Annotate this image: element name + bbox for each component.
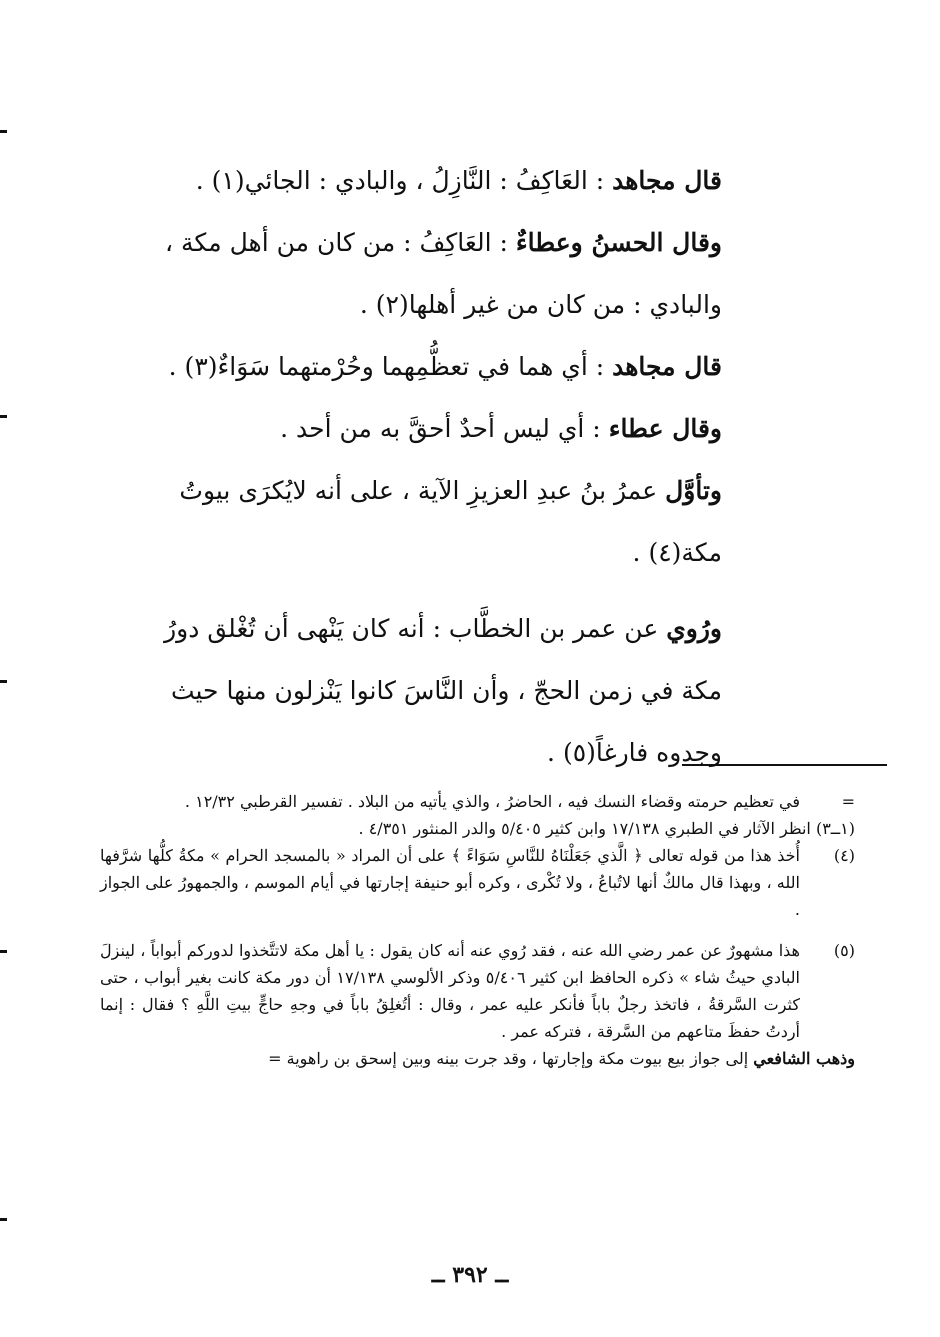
footnote-text: هذا مشهورٌ عن عمر رضي الله عنه ، فقد رُوي عنه أنه كان يقول : يا أهل مكة لاتتَّخذوا لدوركم أبواباً ، لينزلَ البادي حيثُ شاء » ذكره الحافظ ابن كثير ٥/٤٠٦ وذكر الألوسي ١٧/١٣٨ أن دور مكة كانت بغير أبواب ، حتى كثرت السَّرقةُ ، فاتخذ رجلٌ باباً فأنكر عليه عمر ، وقال : أتُغلِقُ باباً في وجهِ حاجٍّ بيتِ اللَّهِ ؟ فقال : إنما أردتُ حفظَ متاعهم من السَّرقة ، فتركه عمر . bbox=[100, 941, 800, 1041]
footnote-lead: وذهب الشافعي bbox=[753, 1049, 855, 1068]
paragraph-text: : أي هما في تعظُّمِهما وحُرْمتهما سَوَاءٌ(٣) . bbox=[168, 352, 605, 381]
paragraph-2 bbox=[120, 212, 810, 336]
footnote-4 bbox=[100, 842, 855, 923]
page-number: ــ ٣٩٢ ــ bbox=[431, 1262, 509, 1288]
footnote-text: (١ــ٣) انظر الآثار في الطبري ١٧/١٣٨ وابن كثير ٥/٤٠٥ والدر المنثور ٤/٣٥١ . bbox=[358, 819, 855, 838]
paragraph-lead: قال مجاهد bbox=[612, 166, 722, 195]
footnote-divider bbox=[682, 764, 887, 766]
paragraph-text: : العَاكِفُ : النَّازِلُ ، والبادي : الجائي(١) . bbox=[195, 166, 605, 195]
footnote-number: (٤) bbox=[833, 846, 855, 865]
edge-mark bbox=[0, 680, 7, 683]
main-text bbox=[120, 150, 810, 784]
footnote-number: (٥) bbox=[833, 941, 855, 960]
paragraph-text: عمرُ بنُ عبدِ العزيزِ الآية ، على أنه لايُكرَى بيوتُ مكة(٤) . bbox=[179, 476, 722, 567]
footnote-text: أُخذ هذا من قوله تعالى ﴿ الَّذي جَعَلْنَاهُ للنَّاسِ سَوَاءً ﴾ على أن المراد « بالمسجد الحرام » مكةُ كلُّها شرَّفها الله ، وبهذا قال مالكٌ أنها لاتُباعُ ، ولا تُكْرى ، وكره أبو حنيفة إجارتها في أيام الموسم ، والجمهورُ على الجواز . bbox=[100, 846, 800, 919]
paragraph-text: : أي ليس أحدٌ أحقَّ به من أحد . bbox=[280, 414, 601, 443]
edge-mark bbox=[0, 1218, 7, 1221]
paragraph-lead: وتأوَّل bbox=[665, 476, 722, 505]
footnote-tail bbox=[100, 1045, 855, 1072]
footnote-mark: = bbox=[841, 792, 855, 811]
paragraph-5 bbox=[120, 460, 810, 584]
paragraph-text: عن عمر بن الخطَّاب : أنه كان يَنْهى أن تُغْلق دورُ مكة في زمن الحجّ ، وأن النَّاسَ كانوا يَنْزلون منها حيث وجدوه فارغاً(٥) . bbox=[164, 614, 722, 767]
paragraph-lead: ورُوي bbox=[666, 614, 722, 643]
footnote-5 bbox=[100, 937, 855, 1045]
paragraph-lead: قال مجاهد bbox=[612, 352, 722, 381]
edge-mark bbox=[0, 130, 7, 133]
paragraph-lead: وقال الحسنُ وعطاءٌ bbox=[515, 228, 722, 257]
paragraph-lead: وقال عطاء bbox=[608, 414, 722, 443]
paragraph-3 bbox=[120, 336, 810, 398]
edge-mark bbox=[0, 950, 7, 953]
paragraph-1 bbox=[120, 150, 810, 212]
footnote-text: في تعظيم حرمته وقضاء النسك فيه ، الحاضرُ ، والذي يأتيه من البلاد . تفسير القرطبي ١٢/٣٢ . bbox=[184, 792, 800, 811]
footnotes bbox=[100, 788, 855, 1072]
footnote-1-3 bbox=[100, 815, 855, 842]
edge-mark bbox=[0, 415, 7, 418]
footnote-text: إلى جواز بيع بيوت مكة وإجارتها ، وقد جرت بينه وبين إسحق بن راهوية = bbox=[268, 1049, 749, 1068]
paragraph-4 bbox=[120, 398, 810, 460]
footnote-continuation bbox=[100, 788, 855, 815]
paragraph-6 bbox=[120, 598, 810, 784]
paragraph-text: : العَاكِفُ : من كان من أهل مكة ، والبادي : من كان من غير أهلها(٢) . bbox=[165, 228, 722, 319]
